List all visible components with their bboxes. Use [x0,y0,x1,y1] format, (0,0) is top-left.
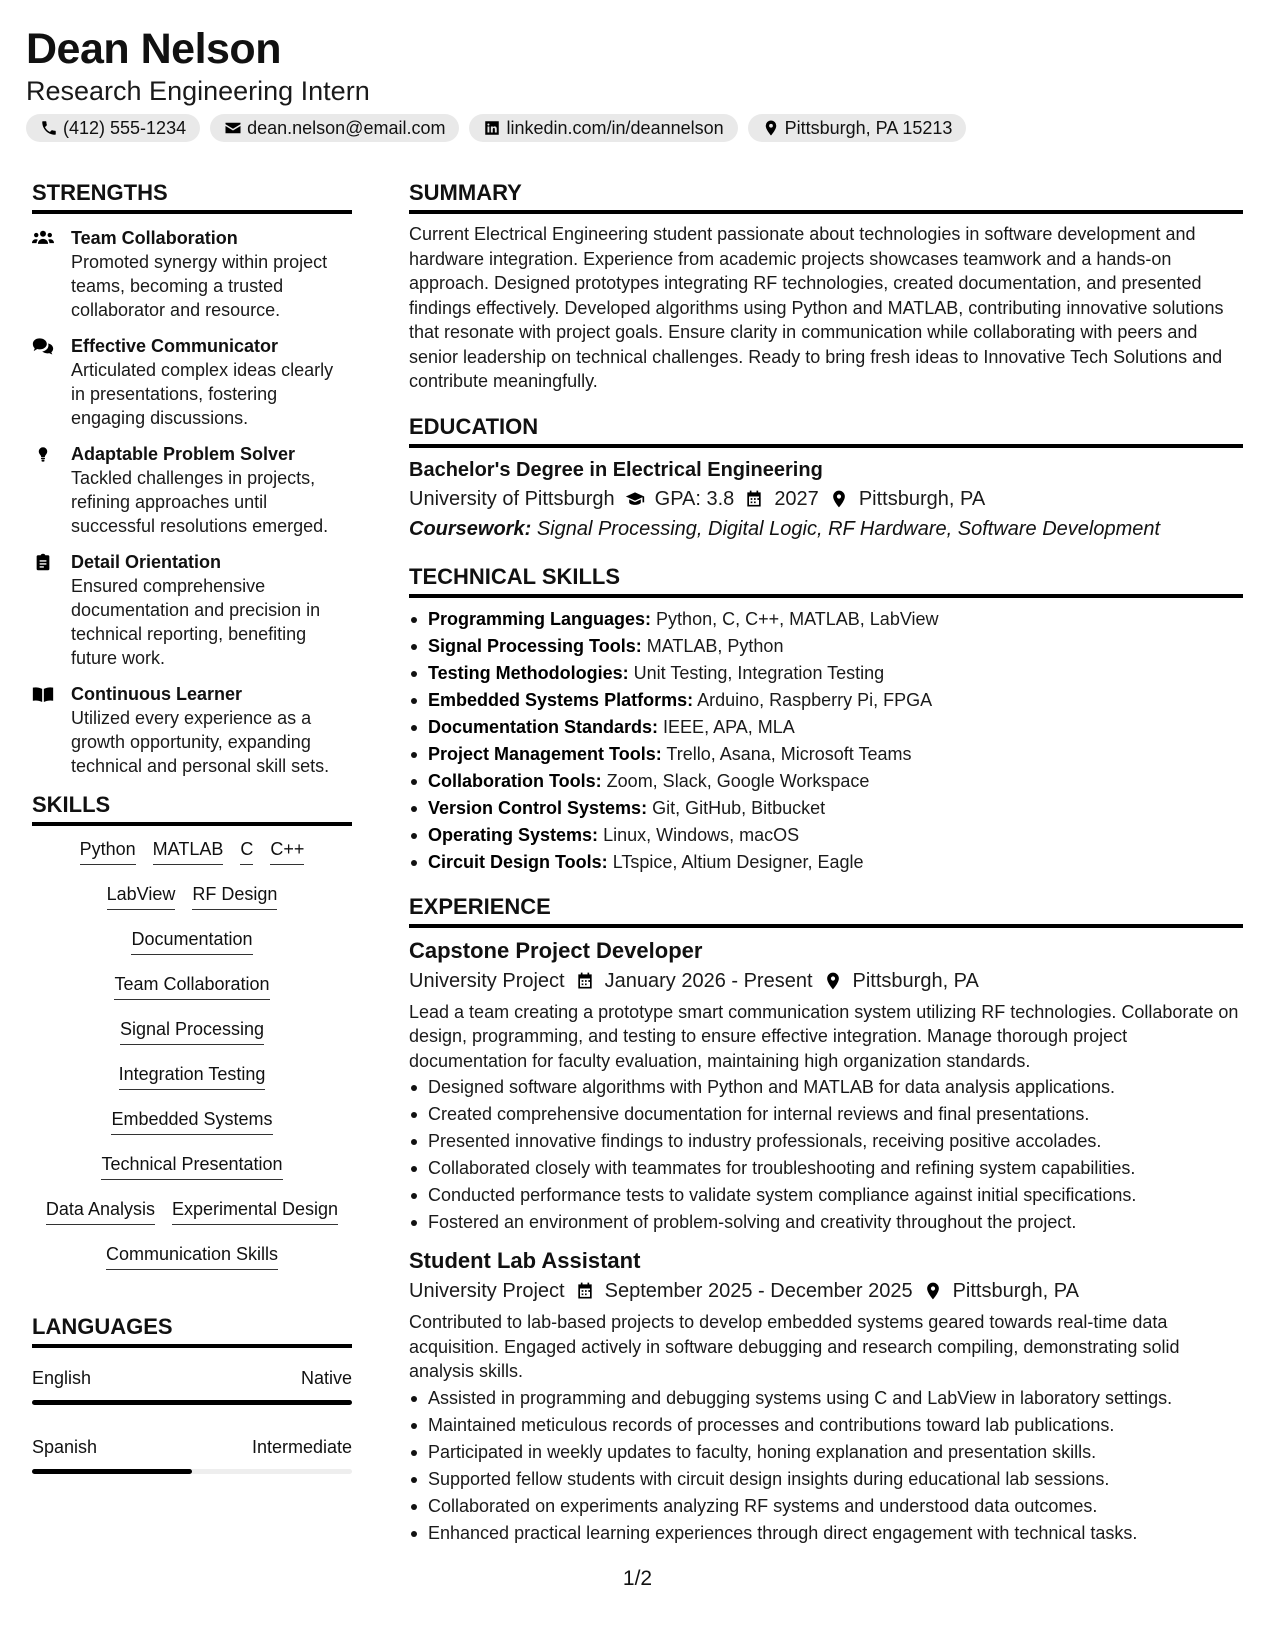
map-pin-icon [923,1281,943,1301]
strength-title: Effective Communicator [71,336,279,356]
envelope-icon [224,119,242,137]
tech-skill-label: Documentation Standards: [428,716,659,737]
tech-skill-value: Python, C, C++, MATLAB, LabView [656,608,939,629]
strength-title: Detail Orientation [71,552,222,572]
list-item: Maintained meticulous records of processes and contributions toward lab publications. [409,1412,1243,1439]
candidate-name: Dean Nelson [26,25,281,73]
map-pin-icon [762,119,780,137]
job-description: Contributed to lab-based projects to develop embedded systems geared towards real-time data acquisition. Engaged actively in software debugging and research compiling, demonstrating solid analysis skills. [409,1312,1180,1381]
tech-skill-label: Testing Methodologies: [428,662,629,683]
list-item: Created comprehensive documentation for internal reviews and final presentations. [409,1101,1243,1128]
list-item [409,633,1243,660]
education-meta [409,484,1243,514]
strength-desc: Promoted synergy within project teams, becoming a trusted collaborator and resource. [71,252,328,320]
job-entry [409,1246,1243,1547]
candidate-title: Research Engineering Intern [26,76,370,106]
language-level-bar [32,1400,352,1405]
list-item [409,714,1243,741]
list-item: Conducted performance tests to validate system compliance against initial specifications. [409,1182,1243,1209]
email-text: dean.nelson@email.com [247,117,446,138]
strength-desc: Utilized every experience as a growth opportunity, expanding technical and personal skill sets. [71,708,330,776]
technical-skills-title: TECHNICAL SKILLS [409,562,1243,598]
language-item [32,1435,352,1474]
education-location: Pittsburgh, PA [858,487,986,510]
skill-row [46,1196,338,1241]
tech-skill-value: MATLAB, Python [646,635,784,656]
location-text: Pittsburgh, PA 15213 [784,117,953,138]
language-level: Native [300,1368,352,1388]
skill-tag: Signal Processing [120,1016,264,1045]
list-item [409,768,1243,795]
skill-tag: Communication Skills [106,1241,278,1270]
language-level-fill [32,1469,192,1474]
skill-tag: C [240,836,253,865]
list-item: Enhanced practical learning experiences through direct engagement with technical tasks. [409,1520,1243,1547]
tech-skill-label: Embedded Systems Platforms: [428,689,694,710]
language-level: Intermediate [251,1437,352,1457]
book-icon [32,685,54,703]
tech-skill-label: Circuit Design Tools: [428,851,608,872]
job-bullets [409,1074,1243,1236]
resume-header [26,22,1246,142]
skill-row [114,971,269,1016]
contact-linkedin[interactable] [469,114,737,142]
list-item [409,606,1243,633]
skill-tag: Team Collaboration [114,971,269,1000]
list-item [409,687,1243,714]
right-column [409,178,1243,1557]
tech-skill-label: Signal Processing Tools: [428,635,642,656]
strength-desc: Articulated complex ideas clearly in presentations, fostering engaging discussions. [71,360,334,428]
skill-tag: MATLAB [153,836,224,865]
job-entry [409,936,1243,1237]
skill-row [107,881,278,926]
team-icon [32,229,54,247]
language-name: Spanish [32,1437,98,1457]
calendar-icon [744,489,764,509]
map-pin-icon [829,489,849,509]
tech-skill-label: Collaboration Tools: [428,770,602,791]
tech-skill-value: Trello, Asana, Microsoft Teams [666,743,912,764]
list-item [409,741,1243,768]
list-item: Fostered an environment of problem-solving and creativity throughout the project. [409,1209,1243,1236]
tech-skill-value: Git, GitHub, Bitbucket [652,797,826,818]
skill-tag: C++ [270,836,304,865]
coursework-label: Coursework: [409,517,532,540]
strength-title: Team Collaboration [71,228,238,248]
tech-skill-value: Unit Testing, Integration Testing [633,662,885,683]
strength-item [32,682,352,778]
education-coursework [409,514,1243,544]
strength-item [32,334,352,430]
contact-email[interactable] [210,114,459,142]
skill-row [131,926,252,971]
calendar-icon [575,971,595,991]
coursework-text: Signal Processing, Digital Logic, RF Hardware, Software Development [536,517,1161,540]
list-item: Collaborated closely with teammates for troubleshooting and refining system capabilities. [409,1155,1243,1182]
tech-skill-label: Version Control Systems: [428,797,648,818]
skill-tag: Experimental Design [172,1196,338,1225]
skill-row [80,836,305,881]
summary-title: SUMMARY [409,178,1243,214]
linkedin-text: linkedin.com/in/deannelson [506,117,724,138]
contact-phone[interactable] [26,114,200,142]
clipboard-icon [32,553,54,571]
list-item: Designed software algorithms with Python and MATLAB for data analysis applications. [409,1074,1243,1101]
left-column [32,178,352,1504]
skill-row [106,1241,278,1286]
list-item: Assisted in programming and debugging systems using C and LabView in laboratory settings. [409,1385,1243,1412]
list-item [409,795,1243,822]
tech-skill-value: IEEE, APA, MLA [663,716,795,737]
list-item: Presented innovative findings to industry professionals, receiving positive accolades. [409,1128,1243,1155]
job-location: Pittsburgh, PA [852,969,979,992]
strength-item [32,226,352,322]
job-bullets [409,1385,1243,1547]
job-org: University Project [409,1280,565,1302]
tech-skill-value: Arduino, Raspberry Pi, FPGA [697,689,933,710]
language-level-fill [32,1400,352,1405]
skill-tag: Data Analysis [46,1196,155,1225]
tech-skill-value: LTspice, Altium Designer, Eagle [612,851,864,872]
skill-row [120,1016,264,1061]
tech-skill-value: Zoom, Slack, Google Workspace [606,770,870,791]
tech-skill-label: Project Management Tools: [428,743,662,764]
tech-skill-value: Linux, Windows, macOS [603,824,800,845]
skill-tag: Python [80,836,136,865]
language-level-bar [32,1469,352,1474]
summary-text: Current Electrical Engineering student passionate about technologies in software development and hardware integration. Experience from academic projects showcases teamwork and a hands-on approach. Designed prototypes integrating RF technologies, created documentation, and presented findings effectively. Developed algorithms using Python and MATLAB, contributing innovative solutions that resonate with project goals. Ensure clarity in communication while collaborating with peers and senior leadership on technical challenges. Ready to bring fresh ideas to Innovative Tech Solutions and contribute meaningfully. [409,224,1224,391]
job-title: Capstone Project Developer [409,937,703,963]
education-title: EDUCATION [409,412,1243,448]
languages-list [32,1366,352,1474]
job-dates: September 2025 - December 2025 [604,1280,913,1302]
linkedin-icon [483,119,501,137]
skills-title: SKILLS [32,790,352,826]
job-description: Lead a team creating a prototype smart communication system utilizing RF technologies. Collaborate on design, programming, and testing to ensure effective integration. Manage thorough project documentation for faculty evaluation, maintaining high organization standards. [409,1001,1239,1071]
page-number: 1/2 [622,1567,653,1590]
education-school: University of Pittsburgh [409,487,615,510]
phone-icon [40,119,58,137]
job-meta [409,1276,1243,1306]
list-item [409,822,1243,849]
skills-list [32,836,352,1286]
technical-skills-list [409,606,1243,876]
comments-icon [32,337,54,355]
skill-tag: RF Design [192,881,277,910]
education-year: 2027 [774,487,819,510]
education-degree: Bachelor's Degree in Electrical Engineering [409,458,823,481]
strength-desc: Tackled challenges in projects, refining approaches until successful resolutions emerged. [71,468,329,536]
strength-title: Adaptable Problem Solver [71,444,296,464]
lightbulb-icon [32,445,54,463]
strengths-title: STRENGTHS [32,178,352,214]
language-item [32,1366,352,1405]
phone-text: (412) 555-1234 [63,117,187,138]
job-location: Pittsburgh, PA [952,1280,1079,1302]
strength-desc: Ensured comprehensive documentation and precision in technical reporting, benefiting future work. [71,576,321,668]
strength-title: Continuous Learner [71,684,243,704]
list-item: Participated in weekly updates to faculty, honing explanation and presentation skills. [409,1439,1243,1466]
skill-tag: Documentation [131,926,252,955]
tech-skill-label: Programming Languages: [428,608,652,629]
list-item: Collaborated on experiments analyzing RF systems and understood data outcomes. [409,1493,1243,1520]
experience-title: EXPERIENCE [409,892,1243,928]
languages-title: LANGUAGES [32,1312,352,1348]
skill-tag: Technical Presentation [101,1151,282,1180]
strength-item [32,550,352,670]
tech-skill-label: Operating Systems: [428,824,599,845]
education-gpa: GPA: 3.8 [654,487,735,510]
skill-row [119,1061,266,1106]
language-name: English [32,1368,92,1388]
job-org: University Project [409,969,565,992]
contact-bar [26,114,1246,142]
list-item: Supported fellow students with circuit design insights during educational lab sessions. [409,1466,1243,1493]
skill-tag: Embedded Systems [111,1106,272,1135]
strengths-list [32,226,352,778]
graduation-cap-icon [625,489,645,509]
job-dates: January 2026 - Present [604,969,813,992]
skill-tag: LabView [107,881,176,910]
list-item [409,660,1243,687]
skill-row [101,1151,282,1196]
strength-item [32,442,352,538]
calendar-icon [575,1281,595,1301]
skill-row [111,1106,272,1151]
map-pin-icon [823,971,843,991]
job-title: Student Lab Assistant [409,1248,641,1273]
skill-tag: Integration Testing [119,1061,266,1090]
job-meta [409,966,1243,996]
contact-location [748,114,967,142]
list-item [409,849,1243,876]
